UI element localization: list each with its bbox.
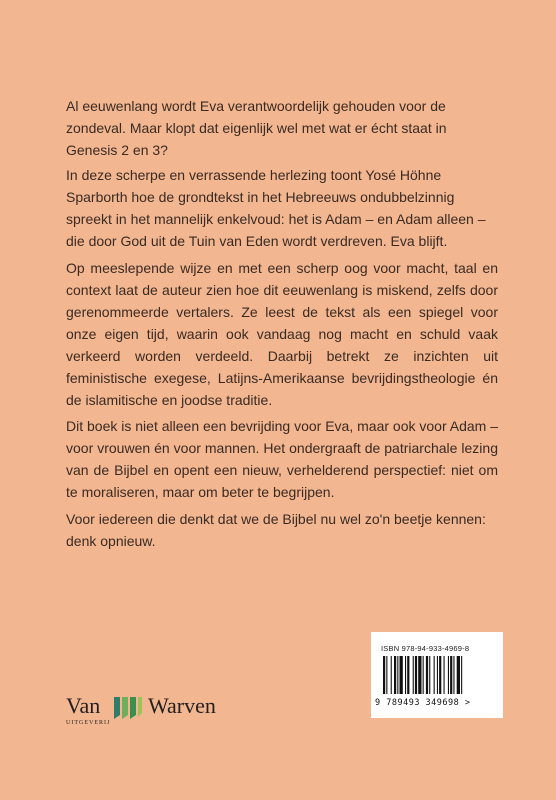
publisher-name-van: Van (66, 693, 101, 718)
paragraph-text: Voor iedereen die denkt dat we de Bijbel nu wel zo'n beetje kennen: denk opnieuw. (66, 511, 486, 549)
blurb-paragraph-2 (66, 164, 498, 252)
barcode-digits: 9 789493 349698 > (375, 698, 471, 708)
blurb-paragraph-5 (66, 508, 498, 552)
blurb-paragraph-4 (66, 415, 498, 503)
publisher-mark-icon (112, 695, 144, 721)
publisher-name-warven: Warven (148, 693, 216, 718)
isbn-label: ISBN 978-94-933-4969-8 (381, 644, 470, 653)
paragraph-text: In deze scherpe en verrassende herlezing toont Yosé Höhne Sparborth hoe de grondtekst in het Hebreeuws ondubbelzinnig spreekt in het mannelijk enkelvoud: het is Adam – en Adam alleen – die door God uit de Tuin van Eden wordt verdreven. Eva blijft. (66, 167, 486, 249)
paragraph-text: Op meeslepende wijze en met een scherp oog voor macht, taal en context laat de auteur zien hoe dit eeuwenlang is miskend, zelfs door gerenommeerde vertalers. Ze leest de tekst als een spiegel voor onze eigen tijd, waarin ook vandaag nog macht en schuld vaak verkeerd worden verdeeld. Daarbij betrekt ze inzichten uit feministische exegese, Latijns-Amerikaanse bevrijdingstheologie én de islamitische en joodse traditie. (66, 260, 498, 408)
isbn-barcode (371, 632, 503, 718)
barcode-bars (379, 656, 495, 696)
publisher-subtitle: UITGEVERIJ (66, 720, 111, 726)
paragraph-text: Dit boek is niet alleen een bevrijding voor Eva, maar ook voor Adam – voor vrouwen én voor mannen. Het ondergraaft de patriarchale lezing van de Bijbel en opent een nieuw, verhelderend perspectief: niet om te moraliseren, maar om beter te begrijpen. (66, 418, 498, 500)
blurb-paragraph-3 (66, 257, 498, 411)
paragraph-text: Al eeuwenlang wordt Eva verantwoordelijk gehouden voor de zondeval. Maar klopt dat eigenlijk wel met wat er écht staat in Genesis 2 en 3? (66, 98, 447, 158)
blurb-paragraph-1 (66, 95, 498, 161)
publisher-logo (66, 693, 246, 733)
